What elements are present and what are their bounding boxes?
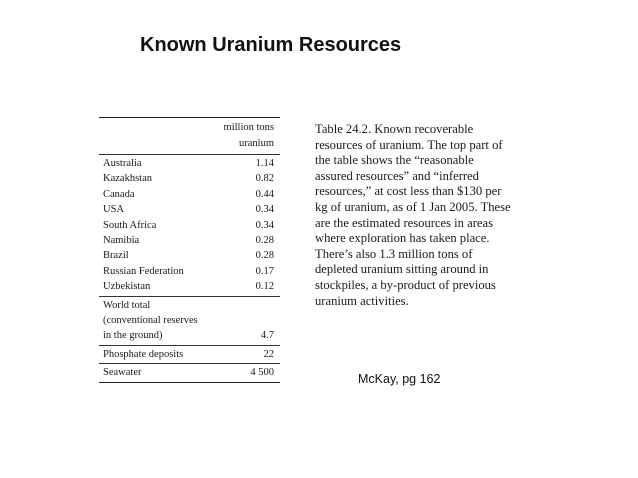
phosphate-value: 22 (263, 348, 274, 360)
seawater-value: 4 500 (250, 367, 274, 379)
header-units-line2: uranium (239, 138, 274, 149)
seawater-label: Seawater (103, 367, 142, 379)
caption-line: Table 24.2. Known recoverable (315, 122, 474, 136)
world-total-note: (conventional reserves (103, 315, 198, 327)
table-row (99, 248, 280, 263)
table-row (99, 279, 280, 294)
country-value: 0.34 (255, 219, 274, 231)
country-name: Australia (103, 158, 142, 169)
table-row (99, 187, 280, 202)
caption-line: the table shows the “reasonable (315, 153, 474, 168)
caption-line: where exploration has taken place. (315, 231, 490, 246)
seawater-block (99, 364, 280, 381)
country-value: 0.17 (255, 265, 274, 277)
caption-line: resources of uranium. The top part of (315, 137, 503, 152)
caption-line: uranium activities. (315, 293, 409, 308)
table-row (99, 347, 280, 362)
table-bottom-rule (99, 382, 280, 383)
phosphate-block (99, 346, 280, 363)
caption-line: depleted uranium sitting around in (315, 262, 489, 277)
caption-line: are the estimated resources in areas (315, 215, 493, 230)
country-rows (99, 155, 280, 296)
slide-title: Known Uranium Resources (140, 34, 402, 56)
table-row (99, 171, 280, 186)
country-value: 0.82 (255, 173, 274, 185)
world-total-label-line1 (99, 298, 280, 313)
header-units-line1: million tons (223, 122, 274, 133)
caption-line: stockpiles, a by-product of previous (315, 277, 496, 292)
country-value: 1.14 (255, 158, 274, 169)
country-name: Brazil (103, 250, 129, 262)
country-name: Uzbekistan (103, 281, 151, 293)
country-value: 0.28 (255, 235, 274, 247)
caption-line: There’s also 1.3 million tons of (315, 246, 473, 261)
world-total-label-line2 (99, 313, 280, 328)
country-name: Kazakhstan (103, 173, 152, 185)
table-caption (315, 122, 570, 309)
world-total-block (99, 297, 280, 345)
table-row (99, 233, 280, 248)
country-name: Namibia (103, 235, 140, 247)
world-total-note-end: in the ground) (103, 330, 163, 342)
caption-line: resources,” at cost less than $130 per (315, 184, 502, 199)
citation: McKay, pg 162 (358, 372, 441, 386)
world-total-row (99, 328, 280, 343)
country-value: 0.28 (255, 250, 274, 262)
country-name: South Africa (103, 219, 157, 231)
country-value: 0.12 (255, 281, 274, 293)
phosphate-label: Phosphate deposits (103, 348, 184, 360)
table-header (99, 118, 280, 154)
country-value: 0.44 (255, 188, 274, 200)
caption-line: kg of uranium, as of 1 Jan 2005. These (315, 199, 511, 214)
world-total-value: 4.7 (260, 330, 274, 342)
country-name: Canada (103, 188, 135, 200)
country-name: Russian Federation (103, 265, 184, 277)
table-row (99, 202, 280, 217)
table-row (99, 218, 280, 233)
table-row (99, 365, 280, 380)
country-value: 0.34 (255, 204, 274, 216)
table-row (99, 156, 280, 171)
uranium-resources-table (99, 117, 280, 383)
world-total-label: World total (103, 299, 151, 311)
table-row (99, 264, 280, 279)
country-name: USA (103, 204, 125, 216)
caption-line: assured resources” and “inferred (315, 168, 479, 183)
